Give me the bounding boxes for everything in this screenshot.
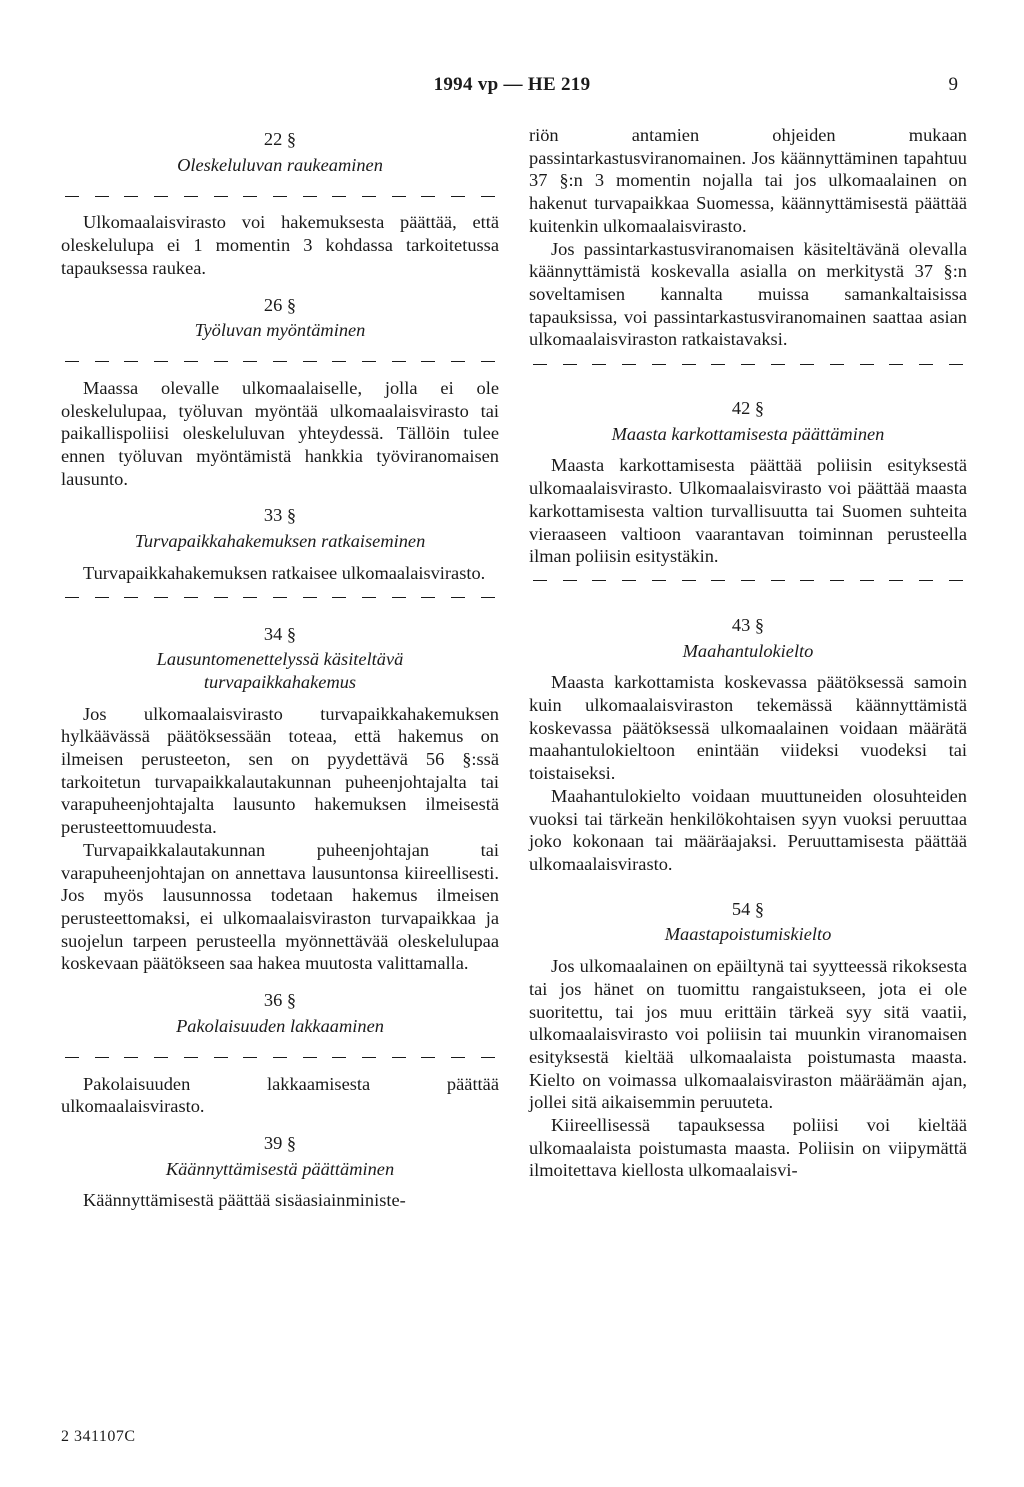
section-34 (61, 623, 499, 694)
paragraph: Käännyttämisestä päättää sisäasiainministe- (83, 1190, 406, 1211)
section-title: Maahantulokielto (682, 640, 814, 661)
section-number: 26 § (263, 294, 297, 315)
section-number: 43 § (731, 614, 765, 635)
section-title: Lausuntomenettelyssä käsiteltävä turvapaikkahakemus (156, 649, 404, 692)
omission-dashes (61, 1047, 499, 1069)
section-43 (529, 614, 967, 662)
section-number: 54 § (731, 898, 765, 919)
section-title: Maasta karkottamisesta päättäminen (611, 423, 885, 444)
omission-dashes (529, 570, 967, 592)
page-header (0, 74, 1024, 102)
right-column (529, 124, 967, 1182)
section-42 (529, 397, 967, 445)
section-title: Oleskeluluvan raukeaminen (177, 154, 383, 175)
section-number: 34 § (263, 623, 297, 644)
paragraph: Jos ulkomaalainen on epäiltynä tai syytteessä rikoksesta tai jos hänet on tuomittu rangaistukseen, jota ei ole suoritettu, tai jos muu erittäin tärkeä syy sitä vaatii, ulkomaalaisvirasto voi poliisin tai muunkin viranomaisen esityksestä kieltää ulkomaalaista poistumasta maasta. Kielto on voimassa ulkomaalaisviraston määräämän ajan, jollei sitä aikaisemmin peruuteta. (529, 956, 967, 1113)
section-54 (529, 898, 967, 946)
left-column (61, 124, 499, 1212)
omission-dashes (61, 185, 499, 207)
paragraph: Pakolaisuuden lakkaamisesta päättää ulkomaalaisvirasto. (61, 1073, 499, 1117)
section-number: 22 § (263, 129, 297, 149)
paragraph: Ulkomaalaisvirasto voi hakemuksesta päättää, että oleskelulupa ei 1 momentin 3 kohdassa tarkoitetussa tapauksessa raukea. (61, 212, 499, 278)
paragraph: riön antamien ohjeiden mukaan passintarkastusviranomainen. Jos käännyttäminen tapahtuu 37 §:n 3 momentin nojalla tai jos ulkomaalainen on hakenut turvapaikkaa Suomessa, käännyttämisestä päättää kuitenkin ulkomaalaisvirasto. (529, 125, 967, 236)
section-22 (61, 128, 499, 176)
section-title: Turvapaikkahakemuksen ratkaiseminen (134, 531, 426, 552)
document-title: 1994 vp — HE 219 (433, 74, 591, 95)
section-title: Työluvan myöntäminen (194, 320, 366, 341)
paragraph: Jos passintarkastusviranomaisen käsiteltävänä olevalla käännyttämistä koskevalla asialla on merkitystä 37 §:n soveltamisen kannalta muissa samankaltaisissa tapauksissa, voi passintarkastusviranomainen saattaa asian ulkomaalaisviraston ratkaistavaksi. (529, 238, 967, 350)
paragraph: Maasta karkottamisesta päättää poliisin esityksestä ulkomaalaisvirasto. Ulkomaalaisvirasto voi päättää maasta karkottamisesta valtion turvallisuutta tai Suomen suhteita vieraaseen valtioon vaarantavan toiminnan perusteella ilman poliisin esitystäkin. (529, 455, 967, 567)
paragraph: Maahantulokielto voidaan muuttuneiden olosuhteiden vuoksi tai tärkeän henkilökohtaisen syyn vuoksi peruuttaa joko kokonaan tai määräajaksi. Peruuttamisesta päättää ulkomaalaisvirasto. (529, 785, 967, 874)
omission-dashes (61, 587, 499, 609)
paragraph: Maasta karkottamista koskevassa päätöksessä samoin kuin ulkomaalaisviraston tekemässä käännyttämistä koskevassa päätöksessä ulkomaalainen voidaan määrätä maahantulokieltoon enintään viideksi vuodeksi tai toistaiseksi. (529, 672, 967, 784)
section-26 (61, 294, 499, 342)
section-title: Maastapoistumiskielto (664, 924, 832, 945)
section-number: 39 § (263, 1132, 297, 1153)
section-number: 42 § (731, 398, 765, 419)
section-36 (61, 989, 499, 1037)
paragraph: Turvapaikkalautakunnan puheenjohtajan tai varapuheenjohtajan on annettava lausuntonsa kiireellisesti. Jos myös lausunnossa todetaan hakemus ilmeisen perusteettomaksi, ei ulkomaalaisviraston turvapaikkaa ja suojelun tarpeen perusteella myönnettävää oleskelulupaa koskevaan päätökseen saa hakea muutosta valittamalla. (61, 839, 499, 974)
omission-dashes (529, 353, 967, 375)
paragraph: Turvapaikkahakemuksen ratkaisee ulkomaalaisvirasto. (83, 562, 486, 583)
omission-dashes (61, 351, 499, 373)
section-title: Pakolaisuuden lakkaaminen (176, 1015, 384, 1036)
section-number: 36 § (263, 990, 297, 1011)
section-number: 33 § (263, 505, 297, 526)
section-33 (61, 504, 499, 552)
section-39 (61, 1132, 499, 1180)
paragraph: Jos ulkomaalaisvirasto turvapaikkahakemuksen hylkäävässä päätöksessään toteaa, että hakemus on ilmeisen perusteeton, sen on pyydettävä 56 §:ssä tarkoitetun turvapaikkalautakunnan puheenjohtajalta tai varapuheenjohtajalta lausunto hakemuksen ilmeisestä perusteettomuudesta. (61, 703, 499, 838)
paragraph: Maassa olevalle ulkomaalaiselle, jolla ei ole oleskelulupaa, työluvan myöntää ulkomaalaisvirasto tai paikallispoliisi oleskeluluvan yhteydessä. Tällöin tulee ennen työluvan myöntämistä hankkia työviranomaisen lausunto. (61, 377, 499, 489)
paragraph: Kiireellisessä tapauksessa poliisi voi kieltää ulkomaalaista poistumasta maasta. Poliisin on viipymättä ilmoitettava kiellosta ulkomaalaisvi- (529, 1115, 967, 1181)
footer-code: 2 341107C (61, 1428, 136, 1445)
page-number: 9 (948, 74, 958, 95)
section-title: Käännyttämisestä päättäminen (165, 1158, 395, 1179)
